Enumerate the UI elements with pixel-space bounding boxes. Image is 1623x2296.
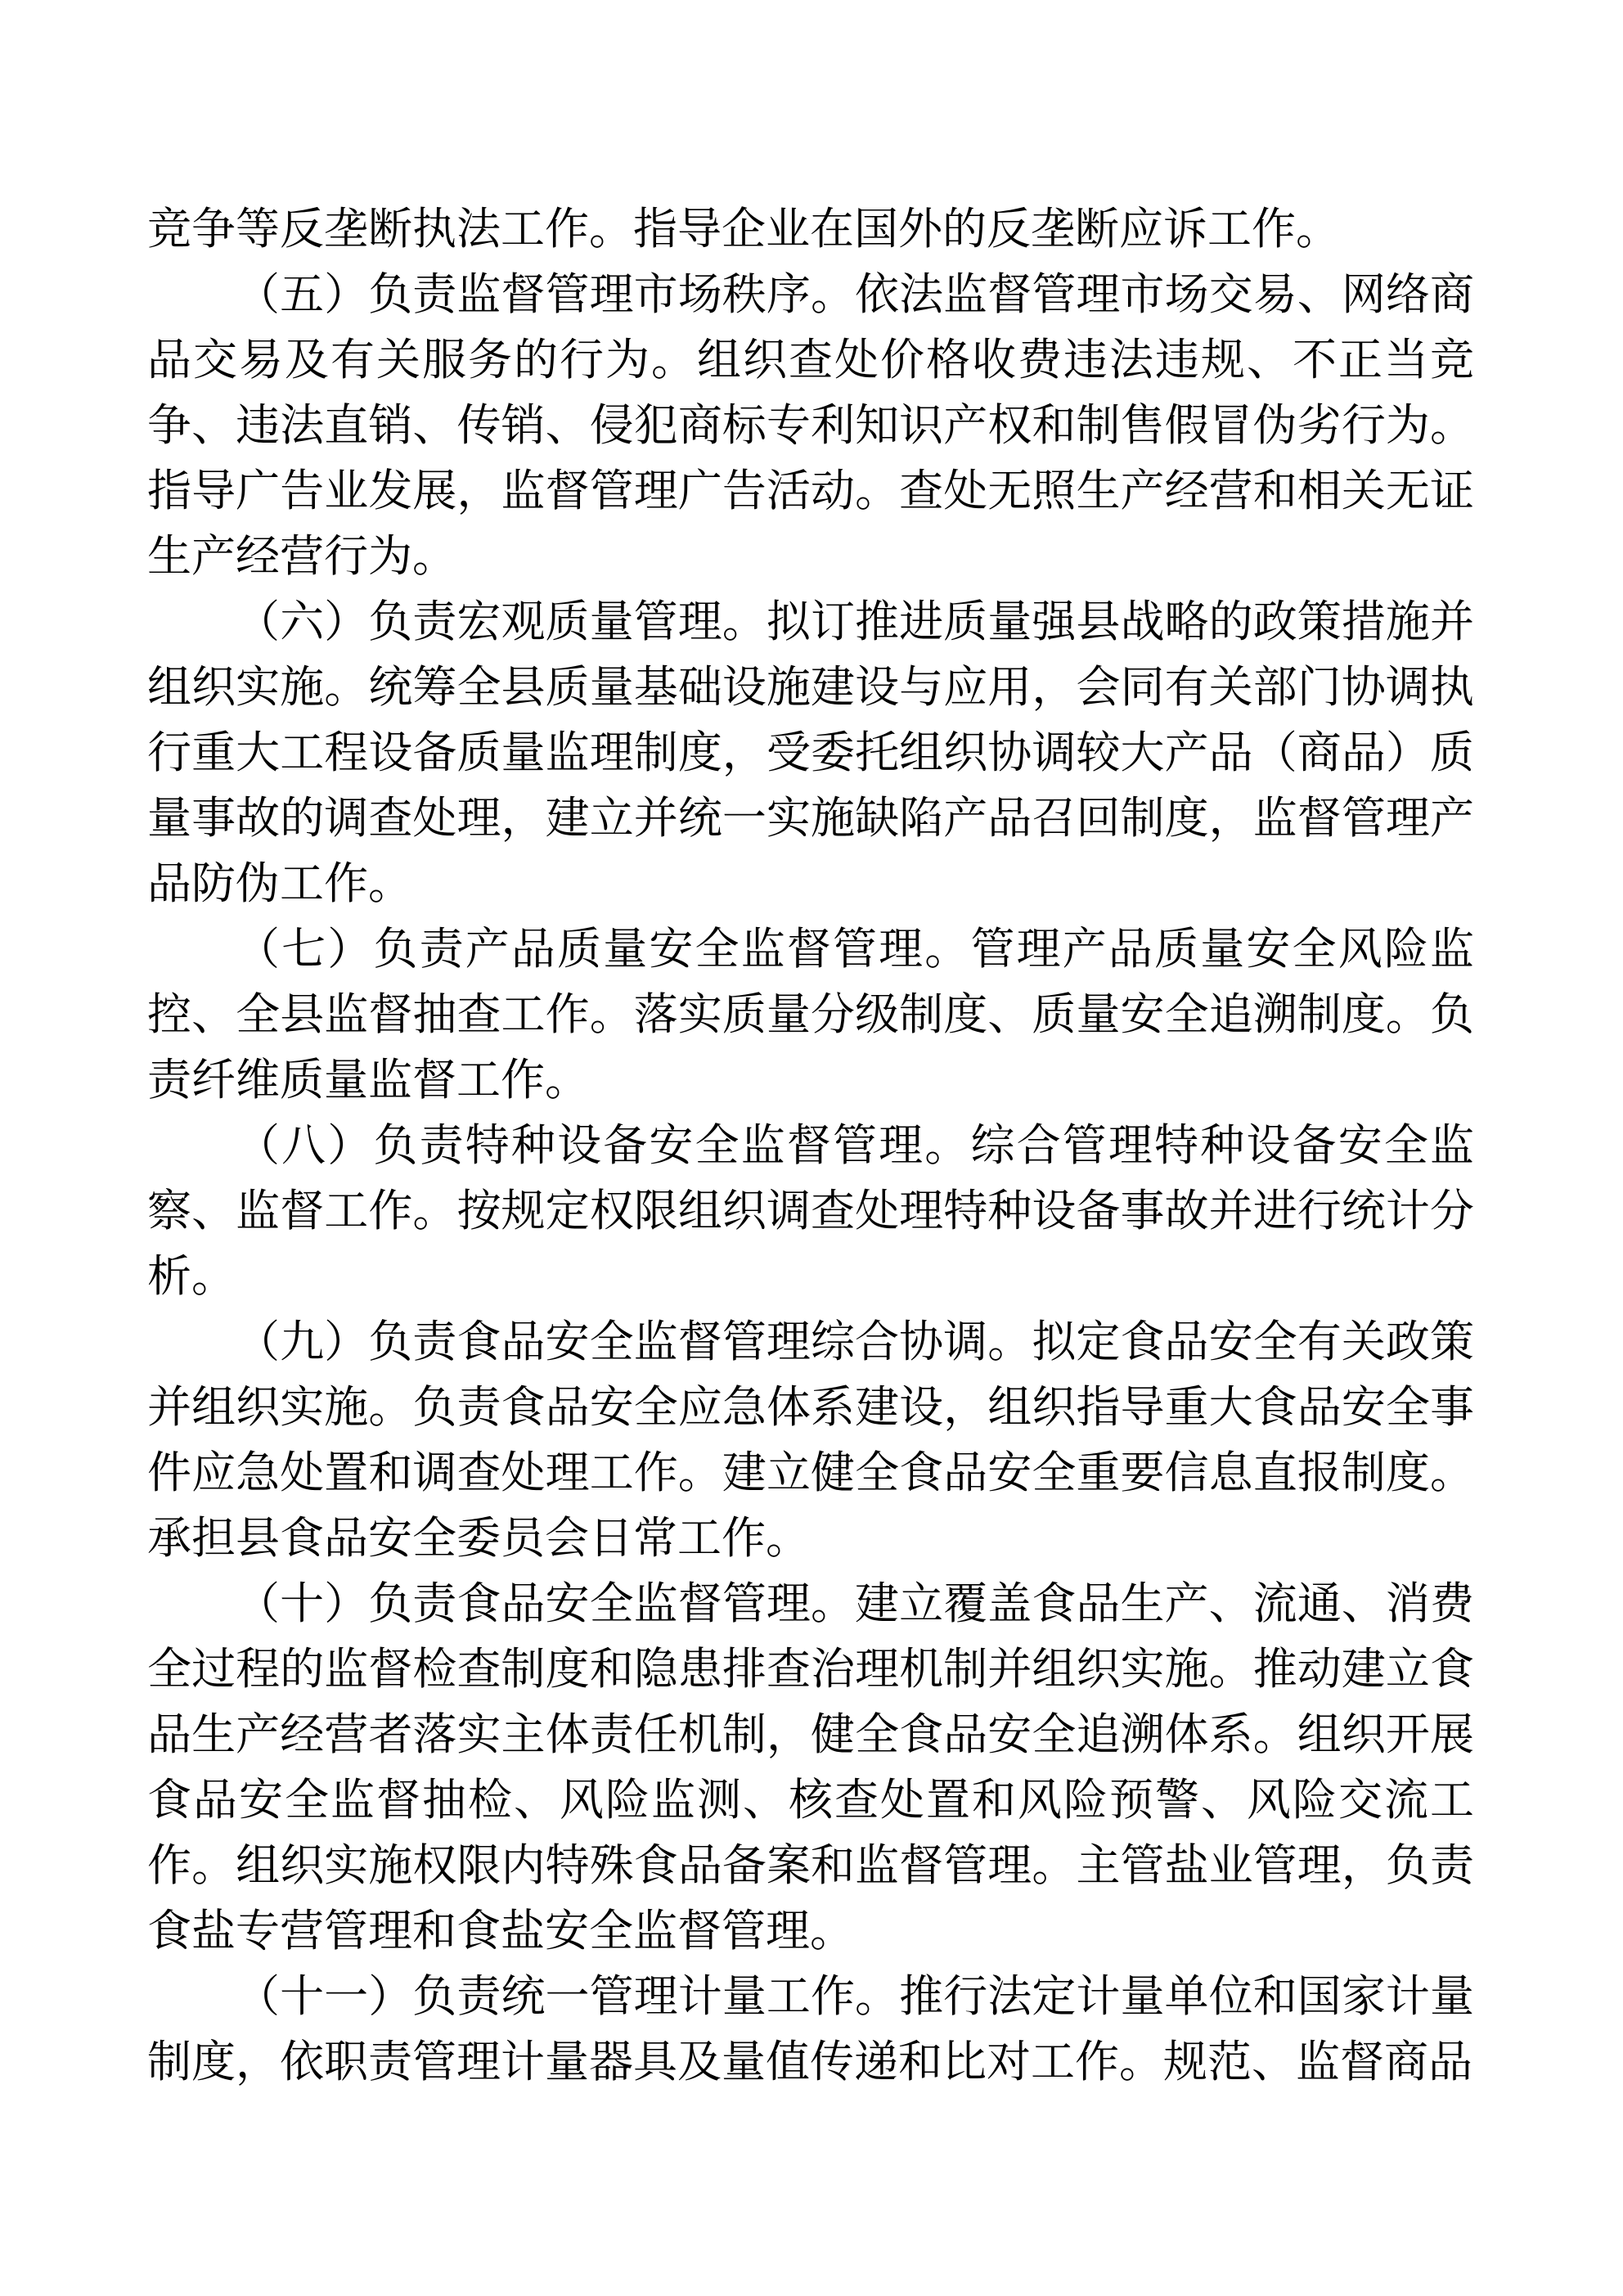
paragraph-item-9: （九）负责食品安全监督管理综合协调。拟定食品安全有关政策并组织实施。负责食品安全应急体系建设，组织指导重大食品安全事件应急处置和调查处理工作。建立健全食品安全重要信息直报制度。承担县食品安全委员会日常工作。	[147, 1317, 1474, 1563]
paragraph-item-5: （五）负责监督管理市场秩序。依法监督管理市场交易、网络商品交易及有关服务的行为。组织查处价格收费违法违规、不正当竞争、违法直销、传销、侵犯商标专利知识产权和制售假冒伪劣行为。指导广告业发展，监督管理广告活动。查处无照生产经营和相关无证生产经营行为。	[147, 270, 1474, 581]
paragraph-item-10: （十）负责食品安全监督管理。建立覆盖食品生产、流通、消费全过程的监督检查制度和隐患排查治理机制并组织实施。推动建立食品生产经营者落实主体责任机制，健全食品安全追溯体系。组织开展食品安全监督抽检、风险监测、核查处置和风险预警、风险交流工作。组织实施权限内特殊食品备案和监督管理。主管盐业管理，负责食盐专营管理和食盐安全监督管理。	[147, 1579, 1474, 1956]
paragraph-continuation: 竞争等反垄断执法工作。指导企业在国外的反垄断应诉工作。	[147, 205, 1340, 254]
paragraph-item-7: （七）负责产品质量安全监督管理。管理产品质量安全风险监控、全县监督抽查工作。落实质量分级制度、质量安全追溯制度。负责纤维质量监督工作。	[147, 925, 1474, 1105]
paragraph-item-6: （六）负责宏观质量管理。拟订推进质量强县战略的政策措施并组织实施。统筹全县质量基础设施建设与应用，会同有关部门协调执行重大工程设备质量监理制度，受委托组织协调较大产品（商品）质量事故的调查处理，建立并统一实施缺陷产品召回制度，监督管理产品防伪工作。	[147, 597, 1474, 908]
paragraph-item-11: （十一）负责统一管理计量工作。推行法定计量单位和国家计量制度，依职责管理计量器具及量值传递和比对工作。规范、监督商品	[147, 1972, 1474, 2087]
paragraph-item-8: （八）负责特种设备安全监督管理。综合管理特种设备安全监察、监督工作。按规定权限组织调查处理特种设备事故并进行统计分析。	[147, 1121, 1474, 1301]
